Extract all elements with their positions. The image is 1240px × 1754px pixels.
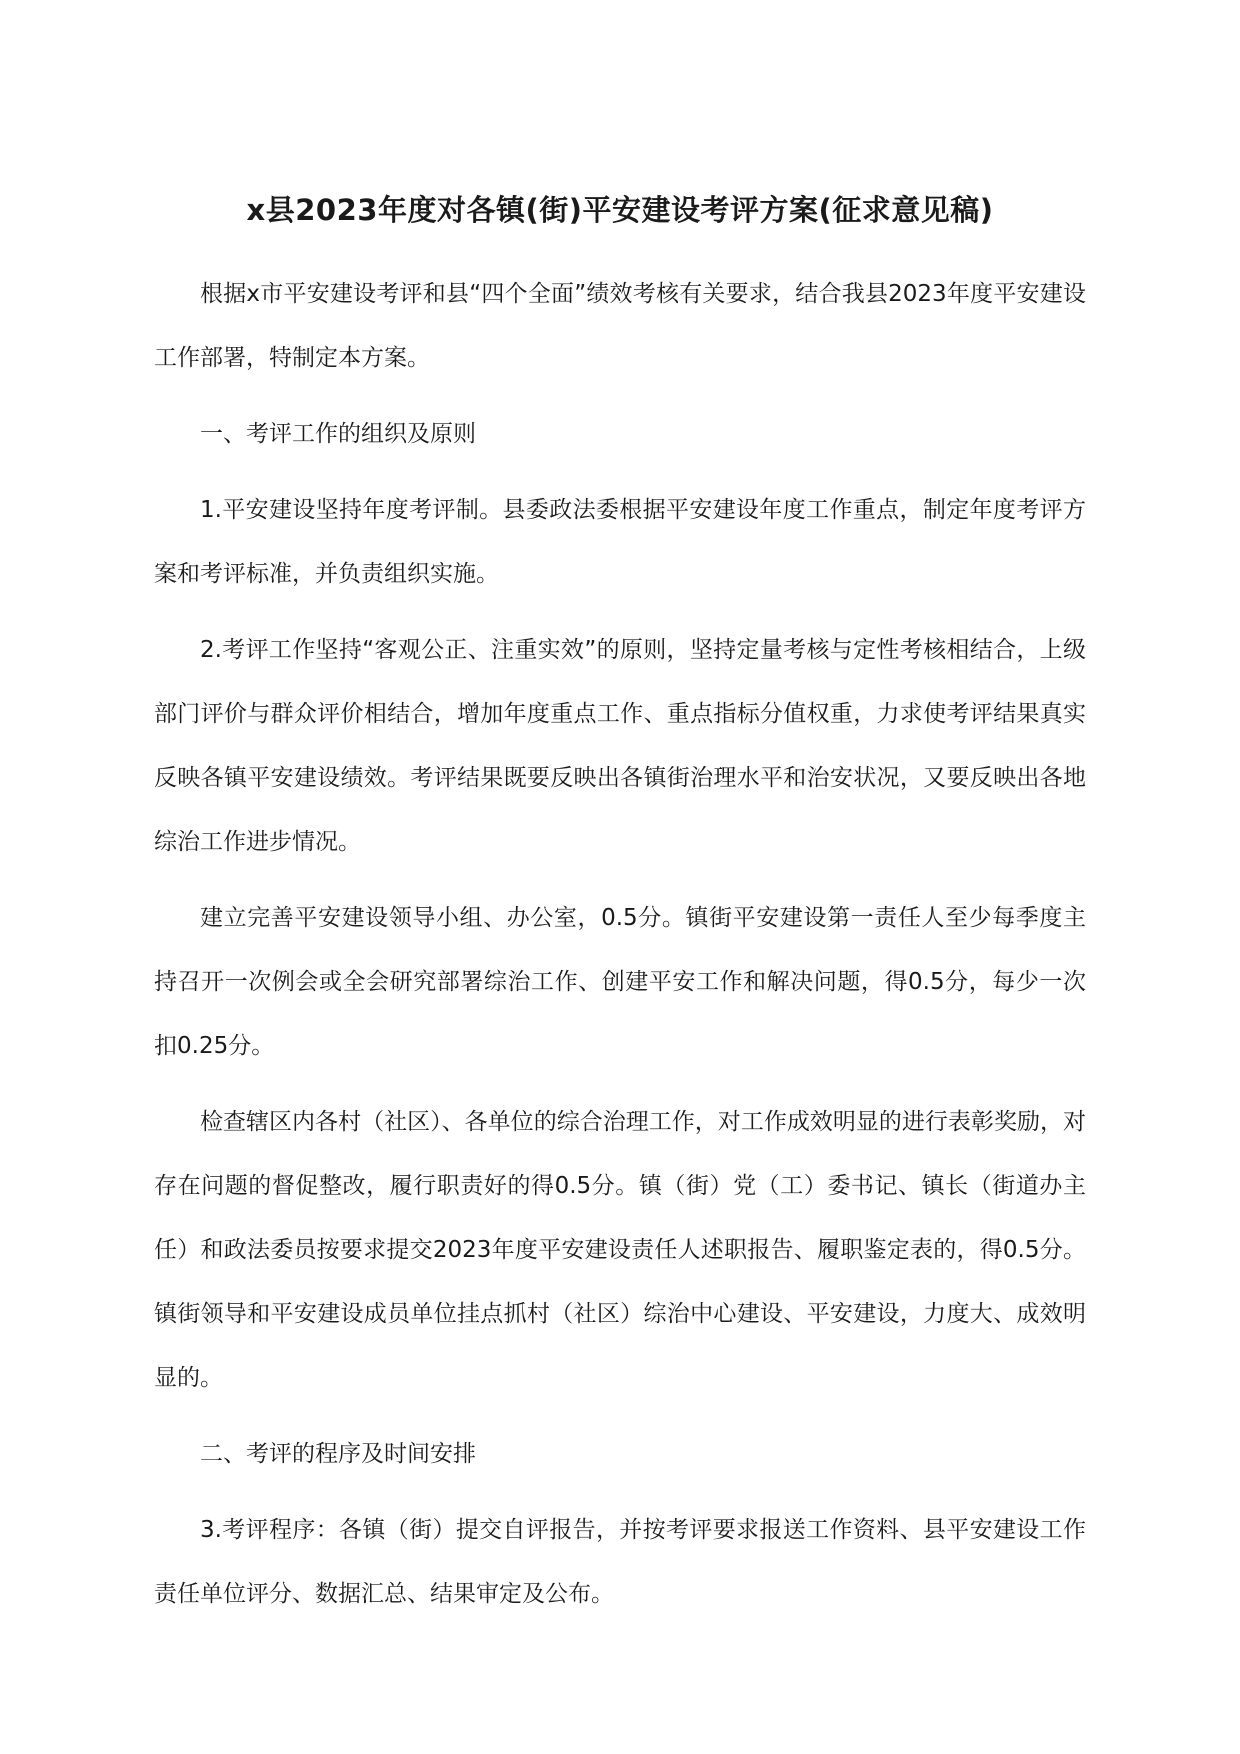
section-heading-2: 二、考评的程序及时间安排 bbox=[200, 1441, 476, 1467]
document-title: x县2023年度对各镇(街)平安建设考评方案(征求意见稿) bbox=[246, 193, 994, 227]
paragraph-inspection: 检查辖区内各村（社区）、各单位的综合治理工作，对工作成效明显的进行表彰奖励，对存在问题的督促整改，履行职责好的得0.5分。镇（街）党（工）委书记、镇长（街道办主任）和政法委员按要求提交2023年度平安建设责任人述职报告、履职鉴定表的，得0.5分。镇街领导和平安建设成员单位挂点抓村（社区）综治中心建设、平安建设，力度大、成效明显的。 bbox=[154, 1109, 1086, 1391]
paragraph-leadership: 建立完善平安建设领导小组、办公室，0.5分。镇街平安建设第一责任人至少每季度主持召开一次例会或全会研究部署综治工作、创建平安工作和解决问题，得0.5分，每少一次扣0.25分。 bbox=[154, 905, 1086, 1059]
paragraph-intro: 根据x市平安建设考评和县“四个全面”绩效考核有关要求，结合我县2023年度平安建设工作部署，特制定本方案。 bbox=[154, 281, 1086, 371]
section-heading-1: 一、考评工作的组织及原则 bbox=[200, 421, 476, 447]
paragraph-item-1: 1.平安建设坚持年度考评制。县委政法委根据平安建设年度工作重点，制定年度考评方案和考评标准，并负责组织实施。 bbox=[154, 497, 1086, 587]
paragraph-item-3: 3.考评程序：各镇（街）提交自评报告，并按考评要求报送工作资料、县平安建设工作责任单位评分、数据汇总、结果审定及公布。 bbox=[154, 1517, 1086, 1607]
paragraph-item-2: 2.考评工作坚持“客观公正、注重实效”的原则，坚持定量考核与定性考核相结合，上级部门评价与群众评价相结合，增加年度重点工作、重点指标分值权重，力求使考评结果真实反映各镇平安建设绩效。考评结果既要反映出各镇街治理水平和治安状况，又要反映出各地综治工作进步情况。 bbox=[154, 637, 1086, 855]
document-body bbox=[154, 262, 1086, 1638]
